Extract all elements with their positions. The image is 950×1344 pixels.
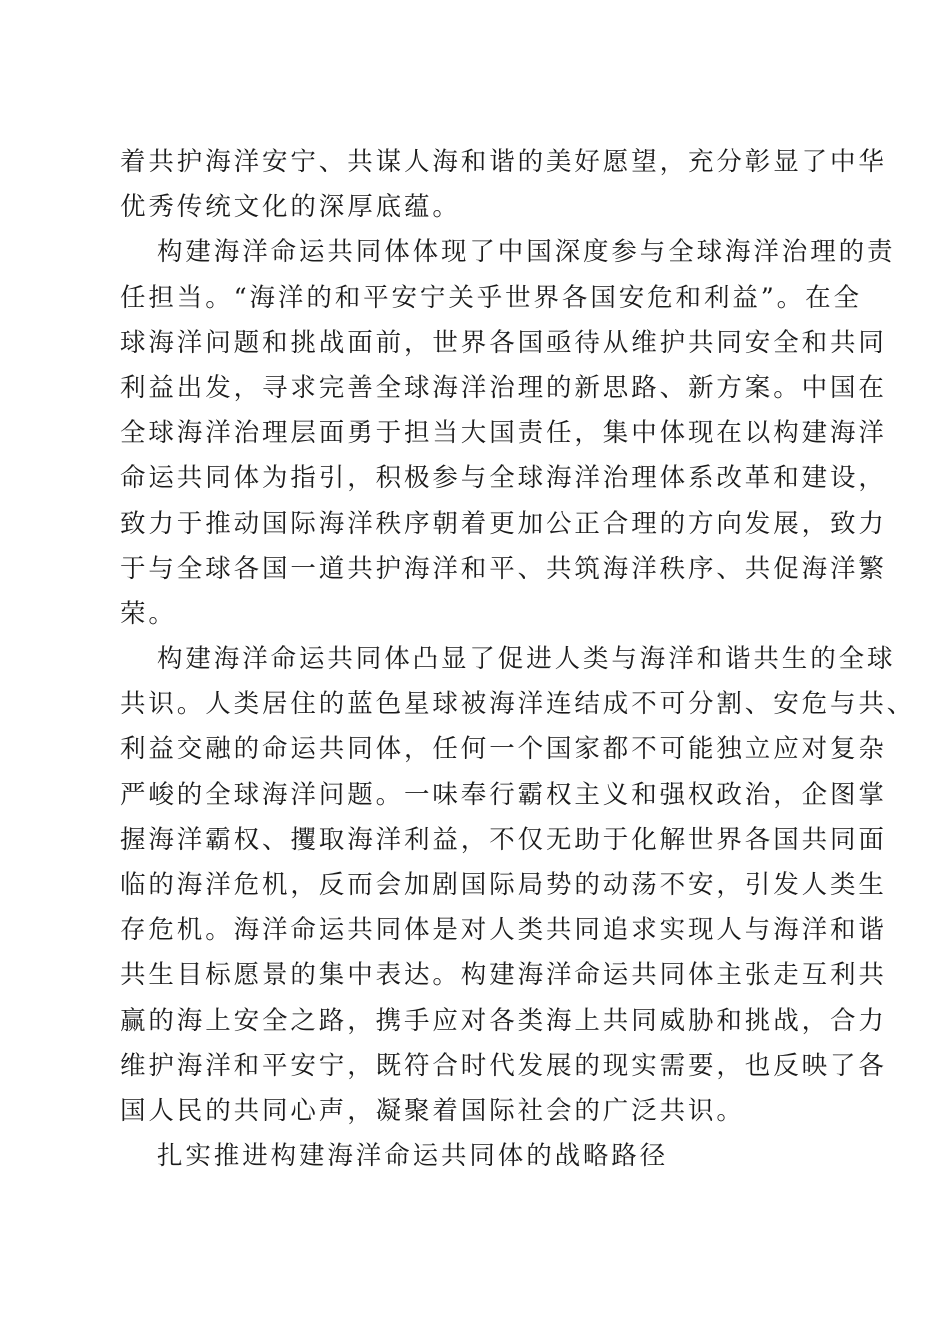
text-line: 临的海洋危机，反而会加剧国际局势的动荡不安，引发人类生 (120, 870, 887, 900)
text-line: 致力于推动国际海洋秩序朝着更加公正合理的方向发展，致力 (120, 508, 887, 539)
text-line: 优秀传统文化的深厚底蕴。 (120, 192, 461, 223)
text-line: 球海洋问题和挑战面前，世界各国亟待从维护共同安全和共同 (120, 327, 887, 358)
text-line: 共生目标愿景的集中表达。构建海洋命运共同体主张走互利共 (120, 960, 887, 991)
text-line: 赢的海上安全之路，携手应对各类海上共同威胁和挑战，合力 (120, 1005, 887, 1036)
text-line: 全球海洋治理层面勇于担当大国责任，集中体现在以构建海洋 (120, 418, 887, 449)
paragraph-start-line: 构建海洋命运共同体体现了中国深度参与全球海洋治理的责 (157, 237, 896, 268)
text-line: 握海洋霸权、攫取海洋利益，不仅无助于化解世界各国共同面 (120, 824, 887, 855)
text-line: 利益出发，寻求完善全球海洋治理的新思路、新方案。中国在 (120, 372, 887, 403)
text-line: 利益交融的命运共同体，任何一个国家都不可能独立应对复杂 (120, 734, 887, 765)
section-heading: 扎实推进构建海洋命运共同体的战略路径 (157, 1141, 669, 1172)
text-line: 命运共同体为指引，积极参与全球海洋治理体系改革和建设， (120, 463, 887, 494)
text-line: 严峻的全球海洋问题。一味奉行霸权主义和强权政治，企图掌 (120, 779, 887, 810)
text-line: 荣。 (120, 598, 177, 629)
text-line: 国人民的共同心声，凝聚着国际社会的广泛共识。 (120, 1095, 745, 1126)
text-line: 任担当。“海洋的和平安宁关乎世界各国安危和利益”。在全 (120, 282, 862, 313)
text-line: 维护海洋和平安宁，既符合时代发展的现实需要，也反映了各 (120, 1050, 887, 1081)
body-text (120, 140, 916, 1179)
paragraph-start-line: 构建海洋命运共同体凸显了促进人类与海洋和谐共生的全球 (157, 644, 896, 675)
text-line: 存危机。海洋命运共同体是对人类共同追求实现人与海洋和谐 (120, 915, 887, 946)
text-line: 着共护海洋安宁、共谋人海和谐的美好愿望，充分彰显了中华 (120, 147, 887, 177)
text-line: 共识。人类居住的蓝色星球被海洋连结成不可分割、安危与共、 (120, 689, 916, 720)
text-line: 于与全球各国一道共护海洋和平、共筑海洋秩序、共促海洋繁 (120, 553, 887, 584)
